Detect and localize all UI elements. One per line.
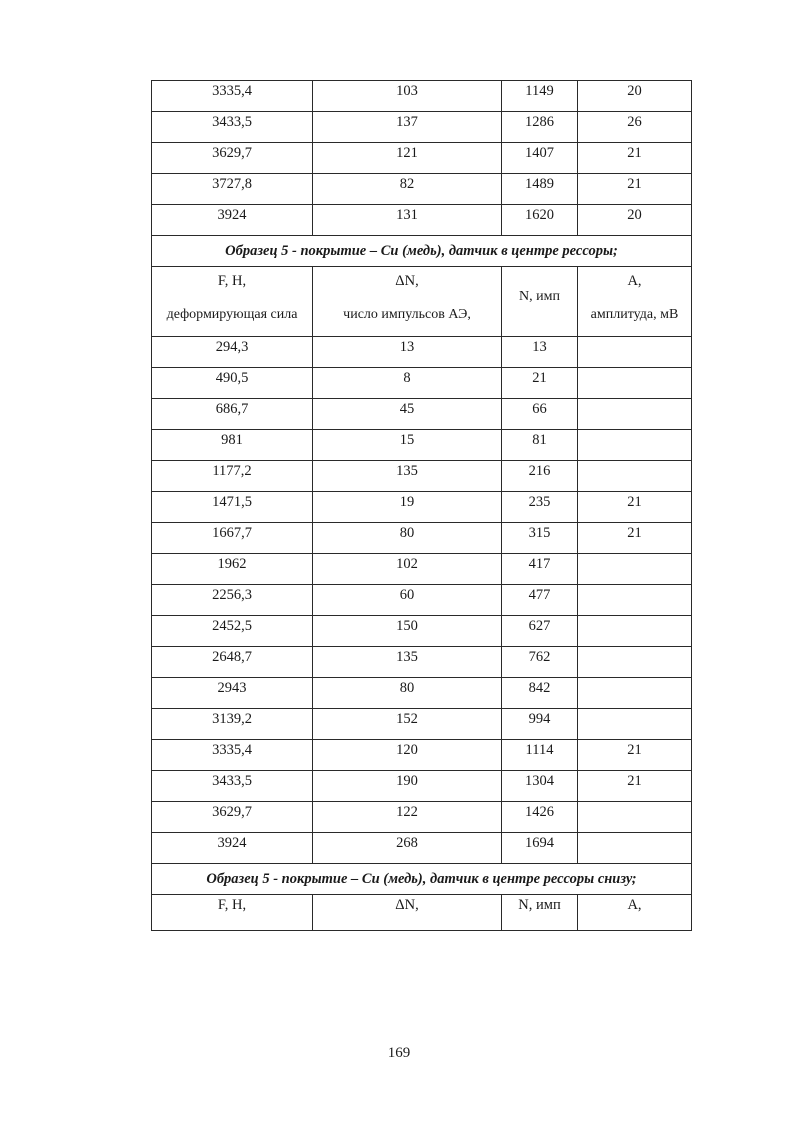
cell-force: 1667,7 xyxy=(152,523,313,554)
cell-amplitude: 20 xyxy=(578,205,692,236)
cell-delta-n: 135 xyxy=(313,647,502,678)
cell-amplitude xyxy=(578,430,692,461)
cell-force: 490,5 xyxy=(152,368,313,399)
table-row xyxy=(152,647,692,678)
cell-delta-n: 13 xyxy=(313,337,502,368)
data-table xyxy=(151,80,692,931)
cell-delta-n: 15 xyxy=(313,430,502,461)
cell-amplitude: 21 xyxy=(578,143,692,174)
cell-delta-n: 190 xyxy=(313,771,502,802)
table-row xyxy=(152,112,692,143)
cell-n: 66 xyxy=(502,399,578,430)
table-row xyxy=(152,616,692,647)
cell-n: 1426 xyxy=(502,802,578,833)
table-row xyxy=(152,174,692,205)
cell-force: 3629,7 xyxy=(152,143,313,174)
cell-delta-n: 103 xyxy=(313,81,502,112)
cell-delta-n: 122 xyxy=(313,802,502,833)
table-row xyxy=(152,461,692,492)
cell-delta-n: 80 xyxy=(313,523,502,554)
cell-delta-n: 150 xyxy=(313,616,502,647)
cell-amplitude xyxy=(578,554,692,585)
cell-force: 1471,5 xyxy=(152,492,313,523)
cell-delta-n: 80 xyxy=(313,678,502,709)
header-n xyxy=(502,267,578,337)
cell-n: 235 xyxy=(502,492,578,523)
table-row xyxy=(152,802,692,833)
cell-force: 2256,3 xyxy=(152,585,313,616)
cell-n: 1149 xyxy=(502,81,578,112)
cell-delta-n: 60 xyxy=(313,585,502,616)
table-row xyxy=(152,143,692,174)
cell-force: 1962 xyxy=(152,554,313,585)
cell-amplitude: 21 xyxy=(578,174,692,205)
column-header-row xyxy=(152,267,692,337)
cell-delta-n: 102 xyxy=(313,554,502,585)
section-title: Образец 5 - покрытие – Cu (медь), датчик в центре рессоры снизу; xyxy=(152,864,692,895)
header-force-symbol: F, H, xyxy=(217,273,247,289)
cell-n: 417 xyxy=(502,554,578,585)
cell-amplitude xyxy=(578,616,692,647)
table-row xyxy=(152,554,692,585)
table-row xyxy=(152,492,692,523)
cell-n: 1304 xyxy=(502,771,578,802)
cell-amplitude xyxy=(578,461,692,492)
cell-amplitude: 21 xyxy=(578,740,692,771)
section1-block xyxy=(152,236,692,337)
cell-delta-n: 135 xyxy=(313,461,502,492)
cell-force: 3433,5 xyxy=(152,112,313,143)
cell-n: 762 xyxy=(502,647,578,678)
cell-force: 1177,2 xyxy=(152,461,313,492)
cell-n: 1489 xyxy=(502,174,578,205)
cell-delta-n: 19 xyxy=(313,492,502,523)
cell-amplitude: 20 xyxy=(578,81,692,112)
cell-amplitude xyxy=(578,399,692,430)
table-row xyxy=(152,368,692,399)
cell-delta-n: 82 xyxy=(313,174,502,205)
cell-force: 3727,8 xyxy=(152,174,313,205)
cell-amplitude: 26 xyxy=(578,112,692,143)
table-row xyxy=(152,709,692,740)
table-row xyxy=(152,740,692,771)
cell-force: 686,7 xyxy=(152,399,313,430)
table-row xyxy=(152,771,692,802)
cell-amplitude xyxy=(578,647,692,678)
table-row xyxy=(152,430,692,461)
cell-force: 2452,5 xyxy=(152,616,313,647)
cell-delta-n: 120 xyxy=(313,740,502,771)
header-amp-symbol: А, xyxy=(578,895,692,931)
cell-amplitude xyxy=(578,585,692,616)
section-title: Образец 5 - покрытие – Cu (медь), датчик в центре рессоры; xyxy=(152,236,692,267)
cell-delta-n: 121 xyxy=(313,143,502,174)
table-row xyxy=(152,337,692,368)
cell-n: 1694 xyxy=(502,833,578,864)
cell-force: 2943 xyxy=(152,678,313,709)
cell-force: 981 xyxy=(152,430,313,461)
cell-amplitude xyxy=(578,678,692,709)
cell-force: 294,3 xyxy=(152,337,313,368)
cell-delta-n: 268 xyxy=(313,833,502,864)
section1-body xyxy=(152,337,692,864)
column-header-row xyxy=(152,895,692,931)
cell-force: 2648,7 xyxy=(152,647,313,678)
cell-n: 216 xyxy=(502,461,578,492)
cell-amplitude xyxy=(578,802,692,833)
cell-delta-n: 131 xyxy=(313,205,502,236)
cell-n: 81 xyxy=(502,430,578,461)
header-amp-desc: амплитуда, мВ xyxy=(590,307,679,322)
cell-amplitude xyxy=(578,833,692,864)
cell-amplitude xyxy=(578,337,692,368)
cell-delta-n: 152 xyxy=(313,709,502,740)
cell-n: 13 xyxy=(502,337,578,368)
header-force-symbol: F, H, xyxy=(152,895,313,931)
table-row xyxy=(152,678,692,709)
cell-force: 3924 xyxy=(152,833,313,864)
header-delta xyxy=(313,267,502,337)
cell-force: 3139,2 xyxy=(152,709,313,740)
cell-force: 3924 xyxy=(152,205,313,236)
cell-n: 1620 xyxy=(502,205,578,236)
cell-amplitude xyxy=(578,368,692,399)
page-number: 169 xyxy=(387,1045,411,1061)
table-row xyxy=(152,399,692,430)
cell-n: 627 xyxy=(502,616,578,647)
cell-n: 477 xyxy=(502,585,578,616)
cell-force: 3335,4 xyxy=(152,81,313,112)
section-title-row xyxy=(152,236,692,267)
cell-amplitude xyxy=(578,709,692,740)
cell-n: 1114 xyxy=(502,740,578,771)
header-n-label: N, имп xyxy=(502,895,578,931)
table-row xyxy=(152,81,692,112)
cell-force: 3335,4 xyxy=(152,740,313,771)
table-row xyxy=(152,833,692,864)
cell-delta-n: 8 xyxy=(313,368,502,399)
header-amp xyxy=(578,267,692,337)
table-row xyxy=(152,205,692,236)
header-force-desc: деформирующая сила xyxy=(166,307,298,322)
cell-n: 842 xyxy=(502,678,578,709)
table-row xyxy=(152,523,692,554)
cell-amplitude: 21 xyxy=(578,771,692,802)
cell-n: 994 xyxy=(502,709,578,740)
section2-block xyxy=(152,864,692,931)
cell-n: 315 xyxy=(502,523,578,554)
cell-amplitude: 21 xyxy=(578,523,692,554)
header-force xyxy=(152,267,313,337)
cell-delta-n: 137 xyxy=(313,112,502,143)
header-delta-symbol: ΔN, xyxy=(313,895,502,931)
table-top-body xyxy=(152,81,692,236)
header-n-label: N, имп xyxy=(519,289,560,304)
header-delta-symbol: ΔN, xyxy=(395,273,419,289)
cell-n: 1286 xyxy=(502,112,578,143)
cell-force: 3433,5 xyxy=(152,771,313,802)
header-amp-symbol: А, xyxy=(627,273,642,289)
cell-force: 3629,7 xyxy=(152,802,313,833)
header-delta-desc: число импульсов АЭ, xyxy=(343,307,471,322)
cell-amplitude: 21 xyxy=(578,492,692,523)
cell-n: 1407 xyxy=(502,143,578,174)
table-row xyxy=(152,585,692,616)
cell-delta-n: 45 xyxy=(313,399,502,430)
section-title-row xyxy=(152,864,692,895)
cell-n: 21 xyxy=(502,368,578,399)
